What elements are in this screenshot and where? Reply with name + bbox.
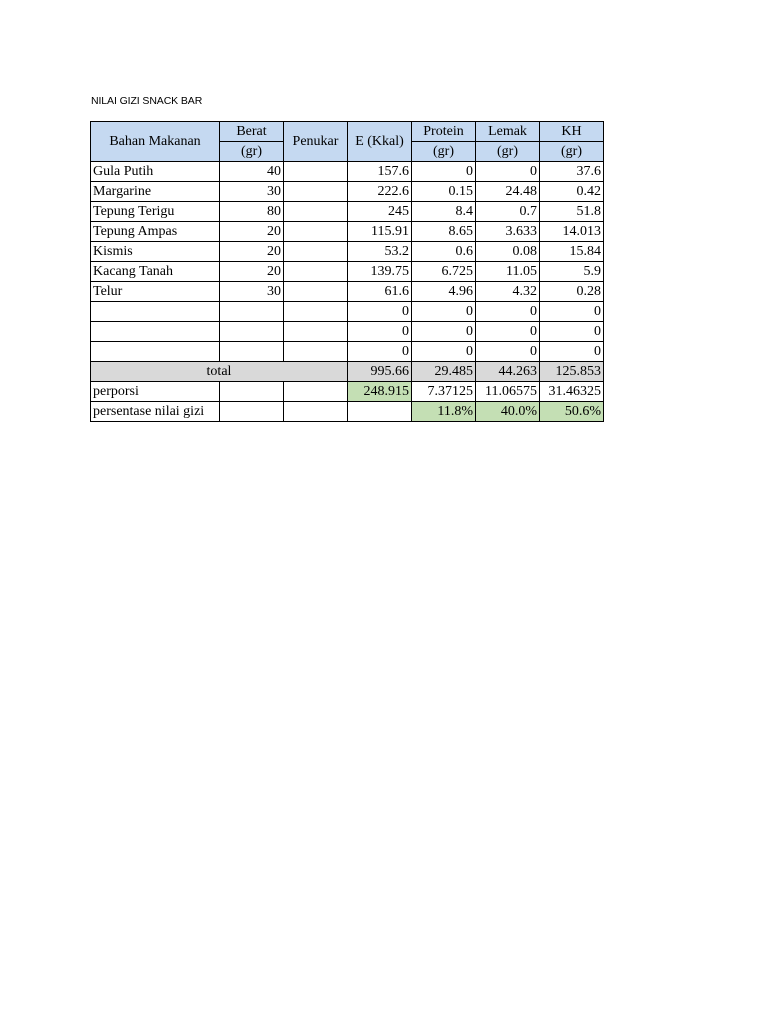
cell-lemak[interactable]: 4.32 (476, 282, 540, 302)
cell-lemak[interactable]: 3.633 (476, 222, 540, 242)
cell-penukar[interactable] (284, 242, 348, 262)
table-row (91, 242, 604, 262)
total-label[interactable]: total (91, 362, 348, 382)
cell-bahan[interactable] (91, 322, 220, 342)
table-row (91, 202, 604, 222)
table-row (91, 282, 604, 302)
cell-kh[interactable]: 0 (540, 322, 604, 342)
cell-kh[interactable]: 0 (540, 342, 604, 362)
cell-energi[interactable]: 0 (348, 302, 412, 322)
cell-kh[interactable]: 15.84 (540, 242, 604, 262)
cell-kh[interactable]: 0.42 (540, 182, 604, 202)
cell-energi[interactable]: 115.91 (348, 222, 412, 242)
cell-lemak[interactable]: 11.05 (476, 262, 540, 282)
persentase-label[interactable]: persentase nilai gizi (91, 402, 220, 422)
table-row (91, 322, 604, 342)
cell-protein[interactable]: 0.15 (412, 182, 476, 202)
cell-bahan[interactable] (91, 342, 220, 362)
persentase-kh[interactable]: 50.6% (540, 402, 604, 422)
perporsi-penukar[interactable] (284, 382, 348, 402)
perporsi-lemak[interactable]: 11.06575 (476, 382, 540, 402)
header-berat-unit[interactable]: (gr) (220, 142, 284, 162)
header-kh-unit[interactable]: (gr) (540, 142, 604, 162)
sheet-title: NILAI GIZI SNACK BAR (91, 95, 203, 107)
cell-energi[interactable]: 0 (348, 322, 412, 342)
cell-bahan[interactable]: Tepung Ampas (91, 222, 220, 242)
cell-energi[interactable]: 139.75 (348, 262, 412, 282)
cell-protein[interactable]: 0 (412, 322, 476, 342)
cell-protein[interactable]: 4.96 (412, 282, 476, 302)
header-energi[interactable]: E (Kkal) (348, 122, 412, 162)
cell-berat[interactable] (220, 322, 284, 342)
cell-penukar[interactable] (284, 182, 348, 202)
persentase-protein[interactable]: 11.8% (412, 402, 476, 422)
total-row (91, 362, 604, 382)
cell-bahan[interactable]: Telur (91, 282, 220, 302)
cell-protein[interactable]: 8.4 (412, 202, 476, 222)
cell-penukar[interactable] (284, 222, 348, 242)
header-protein-unit[interactable]: (gr) (412, 142, 476, 162)
cell-kh[interactable]: 14.013 (540, 222, 604, 242)
perporsi-kh[interactable]: 31.46325 (540, 382, 604, 402)
cell-energi[interactable]: 61.6 (348, 282, 412, 302)
nutrition-table (90, 121, 604, 422)
cell-energi[interactable]: 53.2 (348, 242, 412, 262)
table-row (91, 182, 604, 202)
perporsi-protein[interactable]: 7.37125 (412, 382, 476, 402)
cell-protein[interactable]: 0 (412, 302, 476, 322)
cell-lemak[interactable]: 0 (476, 342, 540, 362)
cell-berat[interactable]: 80 (220, 202, 284, 222)
table-row (91, 222, 604, 242)
cell-berat[interactable]: 30 (220, 282, 284, 302)
cell-energi[interactable]: 245 (348, 202, 412, 222)
persentase-lemak[interactable]: 40.0% (476, 402, 540, 422)
cell-kh[interactable]: 5.9 (540, 262, 604, 282)
total-protein[interactable]: 29.485 (412, 362, 476, 382)
table-row (91, 162, 604, 182)
cell-protein[interactable]: 6.725 (412, 262, 476, 282)
cell-bahan[interactable]: Gula Putih (91, 162, 220, 182)
persentase-row (91, 402, 604, 422)
perporsi-label[interactable]: perporsi (91, 382, 220, 402)
cell-kh[interactable]: 0 (540, 302, 604, 322)
cell-lemak[interactable]: 24.48 (476, 182, 540, 202)
table-row (91, 342, 604, 362)
cell-protein[interactable]: 0.6 (412, 242, 476, 262)
table-row (91, 262, 604, 282)
cell-penukar[interactable] (284, 342, 348, 362)
cell-penukar[interactable] (284, 282, 348, 302)
perporsi-energi[interactable]: 248.915 (348, 382, 412, 402)
total-lemak[interactable]: 44.263 (476, 362, 540, 382)
cell-energi[interactable]: 157.6 (348, 162, 412, 182)
cell-protein[interactable]: 0 (412, 342, 476, 362)
total-energi[interactable]: 995.66 (348, 362, 412, 382)
cell-penukar[interactable] (284, 202, 348, 222)
cell-penukar[interactable] (284, 302, 348, 322)
cell-bahan[interactable]: Margarine (91, 182, 220, 202)
cell-lemak[interactable]: 0 (476, 302, 540, 322)
header-lemak-unit[interactable]: (gr) (476, 142, 540, 162)
persentase-berat[interactable] (220, 402, 284, 422)
cell-kh[interactable]: 37.6 (540, 162, 604, 182)
cell-berat[interactable] (220, 302, 284, 322)
cell-lemak[interactable]: 0.7 (476, 202, 540, 222)
header-berat[interactable]: Berat (220, 122, 284, 142)
perporsi-berat[interactable] (220, 382, 284, 402)
cell-lemak[interactable]: 0 (476, 162, 540, 182)
cell-energi[interactable]: 0 (348, 342, 412, 362)
header-bahan-makanan[interactable]: Bahan Makanan (91, 122, 220, 162)
persentase-penukar[interactable] (284, 402, 348, 422)
header-kh[interactable]: KH (540, 122, 604, 142)
cell-protein[interactable]: 0 (412, 162, 476, 182)
cell-berat[interactable]: 20 (220, 242, 284, 262)
perporsi-row (91, 382, 604, 402)
cell-energi[interactable]: 222.6 (348, 182, 412, 202)
cell-bahan[interactable]: Kismis (91, 242, 220, 262)
cell-bahan[interactable]: Tepung Terigu (91, 202, 220, 222)
cell-penukar[interactable] (284, 262, 348, 282)
header-penukar[interactable]: Penukar (284, 122, 348, 162)
cell-berat[interactable]: 20 (220, 222, 284, 242)
cell-berat[interactable]: 20 (220, 262, 284, 282)
table-row (91, 302, 604, 322)
cell-lemak[interactable]: 0 (476, 322, 540, 342)
cell-berat[interactable]: 40 (220, 162, 284, 182)
cell-bahan[interactable]: Kacang Tanah (91, 262, 220, 282)
cell-kh[interactable]: 0.28 (540, 282, 604, 302)
cell-bahan[interactable] (91, 302, 220, 322)
cell-berat[interactable]: 30 (220, 182, 284, 202)
cell-protein[interactable]: 8.65 (412, 222, 476, 242)
cell-berat[interactable] (220, 342, 284, 362)
cell-penukar[interactable] (284, 162, 348, 182)
header-protein[interactable]: Protein (412, 122, 476, 142)
cell-kh[interactable]: 51.8 (540, 202, 604, 222)
total-kh[interactable]: 125.853 (540, 362, 604, 382)
header-lemak[interactable]: Lemak (476, 122, 540, 142)
persentase-energi[interactable] (348, 402, 412, 422)
cell-penukar[interactable] (284, 322, 348, 342)
cell-lemak[interactable]: 0.08 (476, 242, 540, 262)
